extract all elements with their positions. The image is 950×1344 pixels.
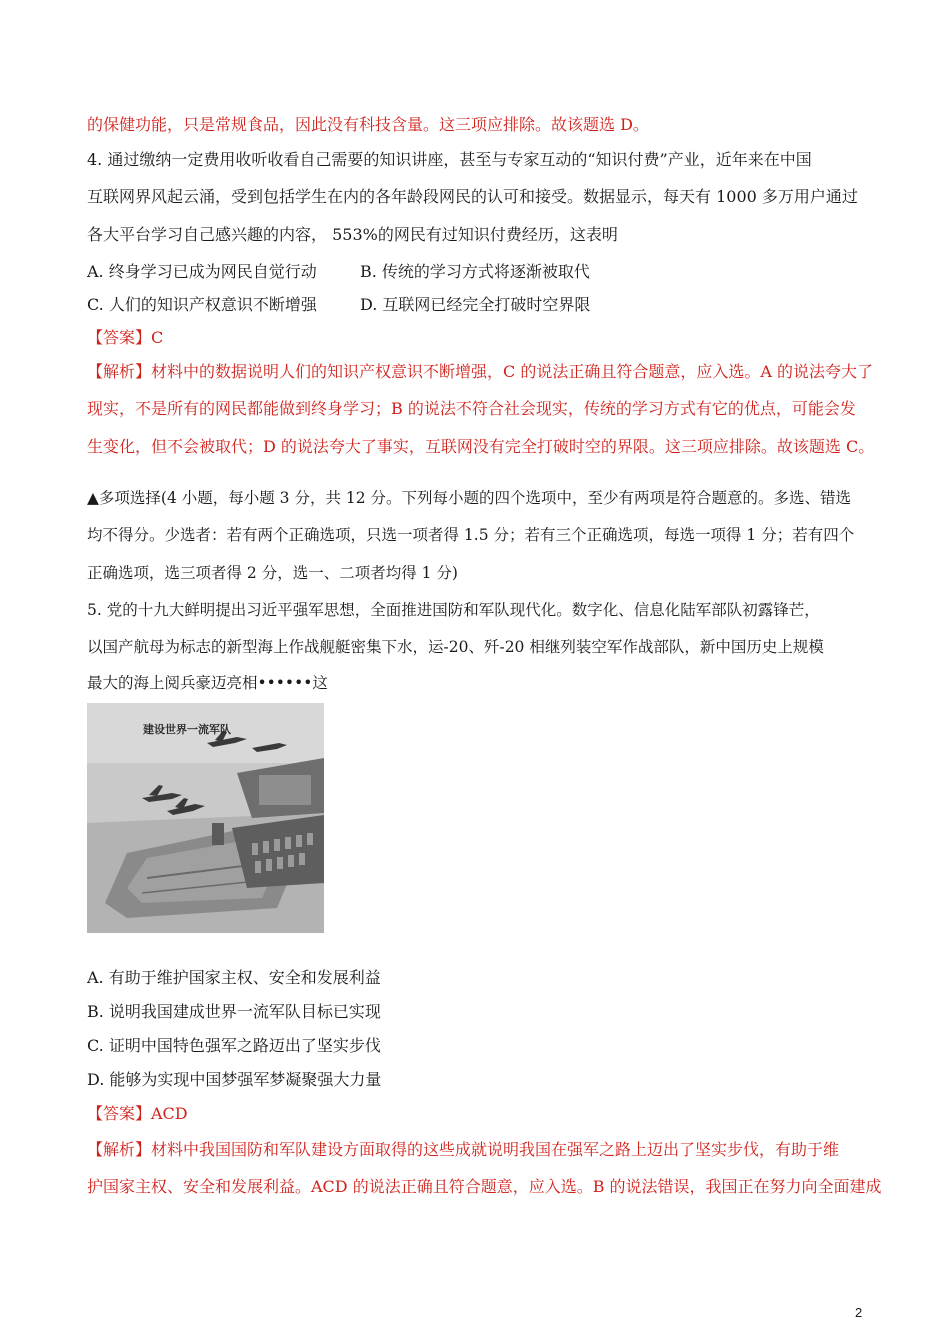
q4-option-c: C. 人们的知识产权意识不断增强: [87, 295, 317, 314]
q4-explanation-line3: 生变化，但不会被取代；D 的说法夸大了事实，互联网没有完全打破时空的界限。这三项应排除。故该题选 C。: [87, 437, 875, 456]
q5-stem-line2: 以国产航母为标志的新型海上作战舰艇密集下水，运-20、歼-20 相继列装空军作战部队，新中国历史上规模: [87, 638, 824, 656]
q4-stem-line1: 4. 通过缴纳一定费用收听收看自己需要的知识讲座，甚至与专家互动的“知识付费”产业，近年来在中国: [87, 150, 812, 169]
poster-caption: 建设世界一流军队: [143, 723, 231, 736]
prev-explanation-tail: 的保健功能，只是常规食品，因此没有科技含量。这三项应排除。故该题选 D。: [87, 115, 649, 134]
multi-choice-instructions-line3: 正确选项，选三项者得 2 分，选一、二项者均得 1 分): [87, 564, 458, 582]
q5-answer: 【答案】ACD: [87, 1104, 188, 1123]
q4-option-a: A. 终身学习已成为网民自觉行动: [87, 262, 317, 281]
multi-choice-instructions-line1: ▲多项选择(4 小题，每小题 3 分，共 12 分。下列每小题的四个选项中，至少有两项是符合题意的。多选、错选: [87, 489, 852, 507]
q4-stem-line2: 互联网界风起云涌，受到包括学生在内的各年龄段网民的认可和接受。数据显示，每天有 1000 多万用户通过: [87, 187, 858, 206]
q5-option-a: A. 有助于维护国家主权、安全和发展利益: [87, 968, 381, 987]
q5-option-b: B. 说明我国建成世界一流军队目标已实现: [87, 1002, 381, 1021]
q4-stem-line3: 各大平台学习自己感兴趣的内容， 553%的网民有过知识付费经历，这表明: [87, 225, 618, 244]
q5-explanation-line1: 【解析】材料中我国国防和军队建设方面取得的这些成就说明我国在强军之路上迈出了坚实步伐，有助于维: [87, 1140, 840, 1159]
page-number: 2: [855, 1305, 863, 1320]
q5-stem-line3: 最大的海上阅兵豪迈亮相••••••这: [87, 674, 328, 692]
q5-stem-line1: 5. 党的十九大鲜明提出习近平强军思想，全面推进国防和军队现代化。数字化、信息化陆军部队初露锋芒，: [87, 601, 820, 619]
q4-option-b: B. 传统的学习方式将逐渐被取代: [360, 262, 590, 281]
q4-option-d: D. 互联网已经完全打破时空界限: [360, 295, 591, 314]
q4-explanation-line1: 【解析】材料中的数据说明人们的知识产权意识不断增强，C 的说法正确且符合题意，应入选。A 的说法夸大了: [87, 362, 873, 381]
multi-choice-instructions-line2: 均不得分。少选者：若有两个正确选项，只选一项者得 1.5 分；若有三个正确选项，每选一项得 1 分；若有四个: [87, 526, 855, 544]
q5-option-d: D. 能够为实现中国梦强军梦凝聚强大力量: [87, 1070, 382, 1089]
military-poster-image: [87, 703, 324, 933]
q4-explanation-line2: 现实，不是所有的网民都能做到终身学习；B 的说法不符合社会现实，传统的学习方式有它的优点，可能会发: [87, 399, 856, 418]
q4-answer: 【答案】C: [87, 328, 164, 347]
q5-option-c: C. 证明中国特色强军之路迈出了坚实步伐: [87, 1036, 381, 1055]
q5-explanation-line2: 护国家主权、安全和发展利益。ACD 的说法正确且符合题意，应入选。B 的说法错误，我国正在努力向全面建成: [87, 1177, 882, 1196]
